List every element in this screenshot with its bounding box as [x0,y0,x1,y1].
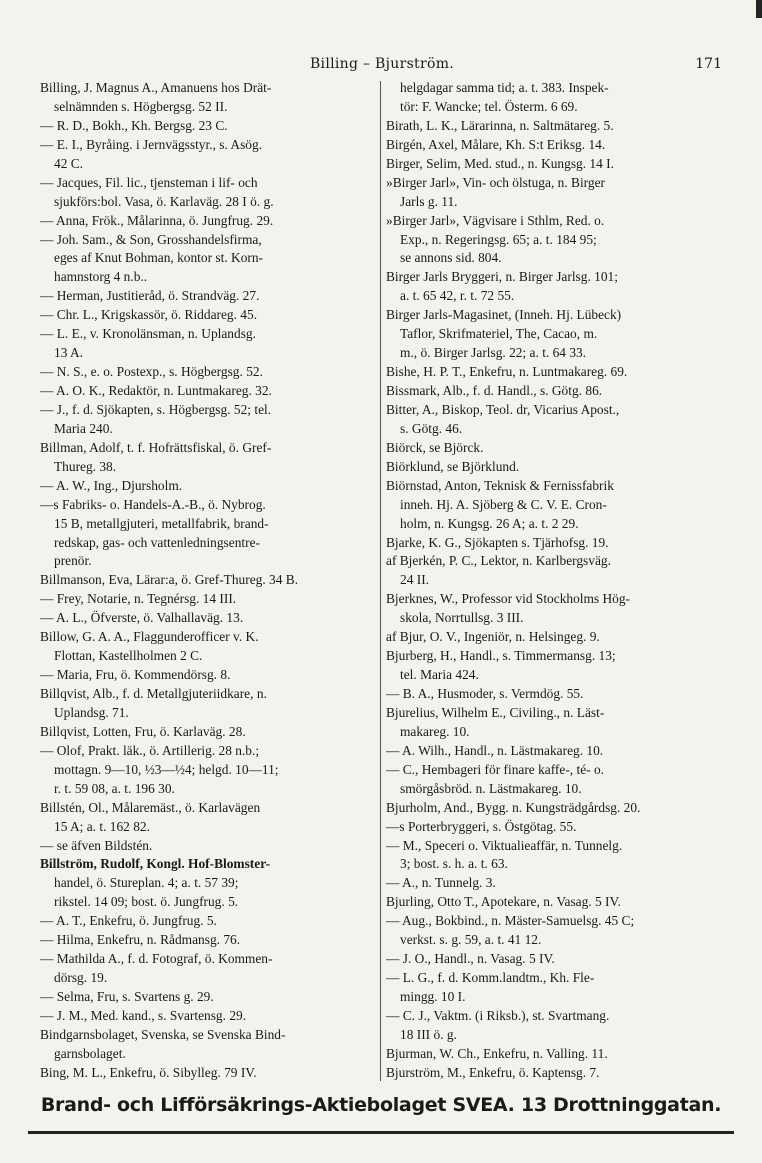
directory-line: Birger Jarls Bryggeri, n. Birger Jarlsg. 101; [386,269,618,285]
directory-line: Bindgarnsbolaget, Svenska, se Svenska Bind- [40,1026,286,1042]
directory-line: mingg. 10 I. [400,989,466,1004]
directory-line: Birger Jarls-Magasinet, (Inneh. Hj. Lübeck) [386,307,622,323]
directory-columns [40,79,732,1081]
directory-line: —s Porterbryggeri, s. Östgötag. 55. [386,818,577,834]
directory-line: redskap, gas- och vattenledningsentre- [54,534,260,550]
directory-line: — A. O. K., Redaktör, n. Luntmakareg. 32. [40,383,272,398]
directory-line: — Olof, Prakt. läk., ö. Artillerig. 28 n.b.; [40,742,260,758]
directory-line: af Bjerkén, P. C., Lektor, n. Karlbergsväg. [386,553,611,569]
directory-line: garnsbolaget. [54,1045,126,1061]
directory-line: — J. O., Handl., n. Vasag. 5 IV. [386,951,555,967]
directory-line: prenör. [54,553,92,569]
directory-line: 15 B, metallgjuteri, metallfabrik, brand- [54,515,269,531]
directory-line: — se äfven Bildstén. [40,837,153,853]
directory-line: se annons sid. 804. [400,250,502,266]
directory-line: Birgén, Axel, Målare, Kh. S:t Eriksg. 14. [386,136,606,152]
directory-line: — L. E., v. Kronolänsman, n. Uplandsg. [40,326,256,342]
directory-line: »Birger Jarl», Vin- och ölstuga, n. Birger [386,174,605,190]
directory-line: Billman, Adolf, t. f. Hofrättsfiskal, ö. Gref- [40,439,272,455]
directory-line: smörgåsbröd. n. Lästmakareg. 10. [400,780,582,796]
directory-line: — N. S., e. o. Postexp., s. Högbergsg. 52. [40,364,263,380]
directory-line: dörsg. 19. [54,970,108,986]
directory-line: — Herman, Justitieråd, ö. Strandväg. 27. [40,288,260,304]
directory-line: m., ö. Birger Jarlsg. 22; a. t. 64 33. [400,345,587,361]
column-divider [380,81,381,1081]
directory-line: Bjerknes, W., Professor vid Stockholms Hög- [386,591,630,607]
directory-line: — Chr. L., Krigskassör, ö. Riddareg. 45. [40,307,258,323]
directory-line: Billmanson, Eva, Lärar:a, ö. Gref-Thureg. 34 B. [40,572,299,588]
directory-line: sjukförs:bol. Vasa, ö. Karlaväg. 28 I ö. g. [54,193,274,209]
directory-line: inneh. Hj. A. Sjöberg & C. V. E. Cron- [400,496,607,512]
directory-line: — M., Speceri o. Viktualieaffär, n. Tunnelg. [386,837,623,853]
directory-line: — J., f. d. Sjökapten, s. Högbergsg. 52; tel. [40,401,272,417]
directory-line: — A. L., Öfverste, ö. Valhallaväg. 13. [40,610,244,626]
directory-line: — C. J., Vaktm. (i Riksb.), st. Svartmang. [386,1007,610,1023]
directory-line: — E. I., Byråing. i Jernvägsstyr., s. Asög. [40,136,263,152]
directory-line: Biörck, se Björck. [386,439,484,455]
directory-line: 42 C. [54,155,84,171]
directory-line: Biörklund, se Björklund. [386,458,520,474]
directory-line: — Aug., Bokbind., n. Mäster-Samuelsg. 45 C; [386,913,635,929]
directory-line: Taflor, Skrifmateriel, The, Cacao, m. [400,326,598,342]
directory-line: — Frey, Notarie, n. Tegnérsg. 14 III. [40,591,237,607]
directory-line: s. Götg. 46. [400,420,463,436]
directory-line: Billqvist, Lotten, Fru, ö. Karlaväg. 28. [40,723,246,739]
directory-line: helgdagar samma tid; a. t. 383. Inspek- [400,80,609,95]
directory-line: Bjarke, K. G., Sjökapten s. Tjärhofsg. 19. [386,534,609,550]
directory-line: Bing, M. L., Enkefru, ö. Sibylleg. 79 IV. [40,1064,257,1080]
left-column [40,79,374,1081]
directory-line: — Mathilda A., f. d. Fotograf, ö. Kommen- [40,951,273,967]
page-header [42,56,722,78]
directory-line: Billström, Rudolf, Kongl. Hof-Blomster- [40,856,271,872]
directory-line: Billqvist, Alb., f. d. Metallgjuteriidkare, n. [40,686,267,701]
directory-line: Bishe, H. P. T., Enkefru, n. Luntmakareg. 69. [386,364,628,380]
directory-line: 24 II. [400,572,430,588]
directory-line: Bjurelius, Wilhelm E., Civiling., n. Läst- [386,704,605,720]
directory-line: Bjurberg, H., Handl., s. Timmermansg. 13; [386,648,616,664]
directory-line: — R. D., Bokh., Kh. Bergsg. 23 C. [40,117,228,133]
directory-line: Exp., n. Regeringsg. 65; a. t. 184 95; [400,231,597,247]
directory-line: 3; bost. s. h. a. t. 63. [400,856,508,872]
directory-line: Jarls g. 11. [400,193,458,209]
directory-line: Maria 240. [54,420,113,436]
directory-line: Bjurholm, And., Bygg. n. Kungsträdgårdsg. 20. [386,799,641,815]
directory-line: skola, Norrtullsg. 3 III. [400,610,524,626]
directory-line: — A. T., Enkefru, ö. Jungfrug. 5. [40,913,217,929]
directory-line: mottagn. 9—10, ½3—½4; helgd. 10—11; [54,761,279,777]
directory-line: Bitter, A., Biskop, Teol. dr, Vicarius Apost., [386,401,620,417]
directory-line: — Hilma, Enkefru, n. Rådmansg. 76. [40,932,241,948]
directory-line: —s Fabriks- o. Handels-A.-B., ö. Nybrog. [40,496,266,512]
directory-line: — Jacques, Fil. lic., tjensteman i lif- och [40,174,258,190]
directory-line: Birath, L. K., Lärarinna, n. Saltmätareg. 5. [386,117,614,133]
directory-line: Billing, J. Magnus A., Amanuens hos Drät- [40,80,272,95]
directory-line: holm, n. Kungsg. 26 A; a. t. 2 29. [400,515,579,531]
directory-line: Uplandsg. 71. [54,704,129,720]
directory-line: — Selma, Fru, s. Svartens g. 29. [40,989,214,1004]
directory-line: Bjurman, W. Ch., Enkefru, n. Valling. 11. [386,1045,608,1061]
directory-line: — A. W., Ing., Djursholm. [40,477,183,493]
directory-line: selnämnden s. Högbergsg. 52 II. [54,98,228,114]
directory-line: eges af Knut Bohman, kontor st. Korn- [54,250,264,266]
directory-line: — C., Hembageri för finare kaffe-, té- o. [386,761,605,777]
directory-line: Billow, G. A. A., Flaggunderofficer v. K. [40,629,259,645]
running-head: Billing – Bjurström. [309,56,455,72]
directory-line: — Anna, Frök., Målarinna, ö. Jungfrug. 29. [40,212,274,228]
directory-line: Biörnstad, Anton, Teknisk & Fernissfabrik [386,477,614,493]
directory-line: Billstén, Ol., Målaremäst., ö. Karlavägen [40,799,261,815]
directory-line: — Joh. Sam., & Son, Grosshandelsfirma, [40,231,262,247]
directory-line: Thureg. 38. [54,458,117,474]
directory-line: hamnstorg 4 n.b.. [54,269,148,285]
directory-line: 18 III ö. g. [400,1026,457,1042]
page-edge-mark [756,0,762,18]
directory-line: verkst. s. g. 59, a. t. 41 12. [400,932,542,948]
directory-line: handel, ö. Stureplan. 4; a. t. 57 39; [54,875,239,891]
directory-line: — L. G., f. d. Komm.landtm., Kh. Fle- [386,970,595,986]
directory-line: — A., n. Tunnelg. 3. [386,875,496,891]
directory-line: a. t. 65 42, r. t. 72 55. [400,288,515,304]
directory-line: Bjurström, M., Enkefru, ö. Kaptensg. 7. [386,1064,600,1080]
directory-line: tel. Maria 424. [400,667,479,683]
directory-line: Bissmark, Alb., f. d. Handl., s. Götg. 86. [386,383,603,398]
directory-line: — A. Wilh., Handl., n. Lästmakareg. 10. [386,742,604,758]
directory-line: — B. A., Husmoder, s. Vermdög. 55. [386,686,584,701]
directory-line: 15 A; a. t. 162 82. [54,818,150,834]
directory-line: 13 A. [54,345,84,361]
directory-line: r. t. 59 08, a. t. 196 30. [54,780,175,796]
directory-line: Birger, Selim, Med. stud., n. Kungsg. 14 I. [386,155,614,171]
directory-line: af Bjur, O. V., Ingeniör, n. Helsingeg. 9. [386,629,600,645]
directory-line: — Maria, Fru, ö. Kommendörsg. 8. [40,667,231,683]
page-number: 171 [695,56,722,72]
directory-line: Bjurling, Otto T., Apotekare, n. Vasag. 5 IV. [386,894,621,910]
directory-line: tör: F. Wancke; tel. Österm. 6 69. [400,98,578,114]
directory-line: »Birger Jarl», Vägvisare i Sthlm, Red. o. [386,212,605,228]
right-column [386,79,732,1081]
directory-line: — J. M., Med. kand., s. Svartensg. 29. [40,1007,247,1023]
bottom-rule [28,1131,734,1134]
footer-advertisement: Brand- och Lifförsäkrings-Aktiebolaget SVEA. 13 Drottninggatan. [40,1094,722,1116]
directory-line: rikstel. 14 09; bost. ö. Jungfrug. 5. [54,894,239,910]
directory-line: Flottan, Kastellholmen 2 C. [54,648,203,664]
directory-line: makareg. 10. [400,723,470,739]
